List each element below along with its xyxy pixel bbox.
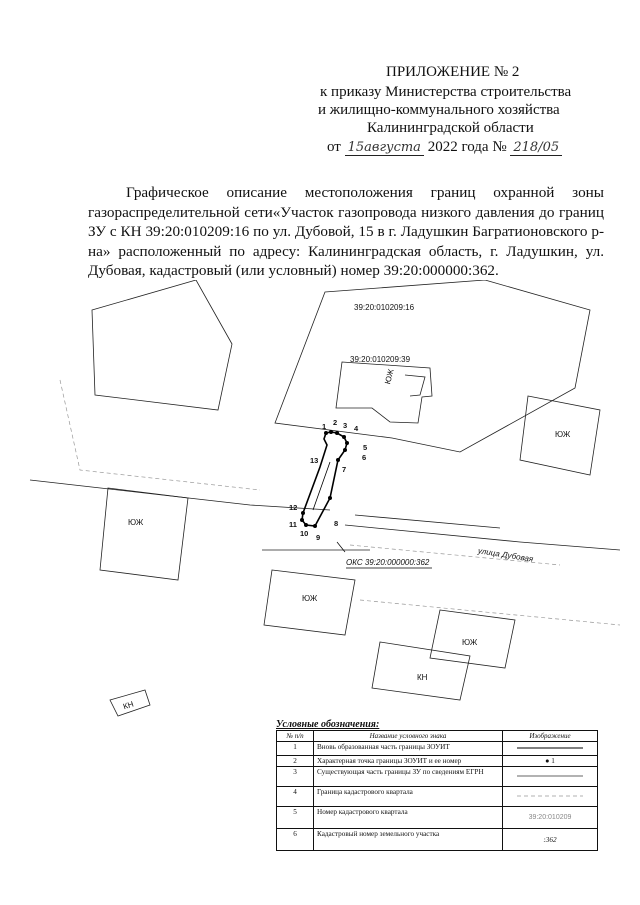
legend-row	[277, 829, 598, 851]
point-marker	[324, 431, 328, 435]
legend-row-number: 1	[277, 742, 314, 756]
street-label: улица Дубовая	[477, 546, 534, 564]
point-marker	[328, 496, 332, 500]
boundary-line	[355, 515, 500, 528]
legend-row	[277, 756, 598, 767]
point-label: 1	[322, 422, 327, 431]
boundary-line	[30, 480, 330, 510]
uzh-label: ЮЖ	[555, 430, 571, 439]
legend	[276, 719, 598, 851]
point-label: 8	[334, 519, 339, 528]
legend-row-name: Вновь образованная часть границы ЗОУИТ	[314, 742, 503, 756]
legend-header-row	[277, 731, 598, 742]
handwritten-number: 218/05	[510, 140, 562, 156]
point-label: 13	[310, 456, 319, 465]
legend-row-name: Номер кадастрового квартала	[314, 807, 503, 829]
point-label: 5	[363, 443, 368, 452]
point-sample: ● 1	[503, 756, 598, 767]
point-marker	[342, 435, 346, 439]
parcel-outline	[92, 280, 232, 410]
point-label: 10	[300, 529, 309, 538]
legend-row-number: 2	[277, 756, 314, 767]
legend-row-number: 3	[277, 767, 314, 787]
quarter-boundary	[360, 600, 620, 625]
legend-table	[276, 730, 598, 851]
point-label: 2	[333, 418, 338, 427]
point-marker	[313, 524, 317, 528]
point-label: 7	[342, 465, 347, 474]
appendix-title: ПРИЛОЖЕНИЕ № 2	[386, 64, 520, 80]
point-label: 11	[289, 520, 297, 529]
protection-zone	[302, 432, 347, 526]
legend-row-number: 4	[277, 787, 314, 807]
point-marker	[329, 430, 333, 434]
legend-row-name: Кадастровый номер земельного участка	[314, 829, 503, 851]
cadastral-map	[0, 280, 640, 720]
description-block	[88, 183, 604, 281]
point-marker	[301, 511, 305, 515]
point-label: 9	[316, 533, 321, 542]
kn-label: КН	[122, 699, 135, 712]
point-label: 3	[343, 421, 348, 430]
parcel-16-label: 39:20:010209:16	[354, 303, 415, 312]
uzh-label: ЮЖ	[128, 518, 144, 527]
building-kn	[372, 642, 470, 700]
legend-row-number: 5	[277, 807, 314, 829]
point-marker	[304, 523, 308, 527]
kn-label: КН	[417, 673, 428, 682]
legend-row-image	[503, 742, 598, 756]
legend-header: № п/п	[277, 731, 314, 742]
legend-row-number: 6	[277, 829, 314, 851]
point-label: 6	[362, 453, 367, 462]
legend-header: Название условного знака	[314, 731, 503, 742]
legend-row-image	[503, 787, 598, 807]
legend-row-name: Граница кадастрового квартала	[314, 787, 503, 807]
zone-label-leader	[337, 542, 345, 552]
uzh-label: ЮЖ	[462, 638, 478, 647]
legend-row	[277, 742, 598, 756]
building-left	[100, 488, 188, 580]
year-text: 2022 года №	[427, 139, 507, 155]
point-label: 12	[289, 503, 298, 512]
uzh-label: ЮЖ	[383, 368, 396, 386]
header-line-2: и жилищно-коммунального хозяйства	[318, 102, 560, 118]
parcel-39-label: 39:20:010209:39	[350, 355, 411, 364]
legend-row	[277, 767, 598, 787]
building-39	[336, 362, 432, 423]
building-inner	[405, 375, 425, 396]
header-line-3: Калининградской области	[367, 120, 534, 136]
legend-row-image	[503, 767, 598, 787]
zone-label: ОКС 39:20:000000:362	[346, 558, 430, 567]
handwritten-date: 15августа	[345, 140, 424, 156]
quarter-boundary	[60, 380, 260, 490]
header-line-1: к приказу Министерства строительства	[320, 84, 572, 100]
legend-row	[277, 807, 598, 829]
point-marker	[343, 448, 347, 452]
point-marker	[335, 431, 339, 435]
header-date-line	[327, 139, 562, 156]
point-marker	[300, 518, 304, 522]
point-label: 4	[354, 424, 359, 433]
point-marker	[345, 441, 349, 445]
zone-points	[300, 430, 349, 528]
legend-row-name: Существующая часть границы ЗУ по сведениям ЕГРН	[314, 767, 503, 787]
legend-row-name: Характерная точка границы ЗОУИТ и ее номер	[314, 756, 503, 767]
uzh-label: ЮЖ	[302, 594, 318, 603]
quarter-number-sample: 39:20:010209	[503, 807, 598, 829]
legend-title: Условные обозначения:	[276, 719, 380, 730]
legend-row	[277, 787, 598, 807]
parcel-number-sample: :362	[503, 829, 598, 851]
zone-boundary	[302, 432, 347, 526]
from-label: от	[327, 139, 341, 155]
description-text: Графическое описание местоположения границ охранной зоны газораспределительной сети«Участок газопровода низкого давления до границ ЗУ с КН 39:20:010209:16 по ул. Дубовой, 15 в г. Ладушкин Багратионовского р-на» расположенный по адресу: Калининградская область, г. Ладушкин, ул. Дубовая, кадастровый (или условный) номер 39:20:000000:362.	[88, 184, 604, 279]
legend-header: Изображение	[503, 731, 598, 742]
point-marker	[336, 458, 340, 462]
